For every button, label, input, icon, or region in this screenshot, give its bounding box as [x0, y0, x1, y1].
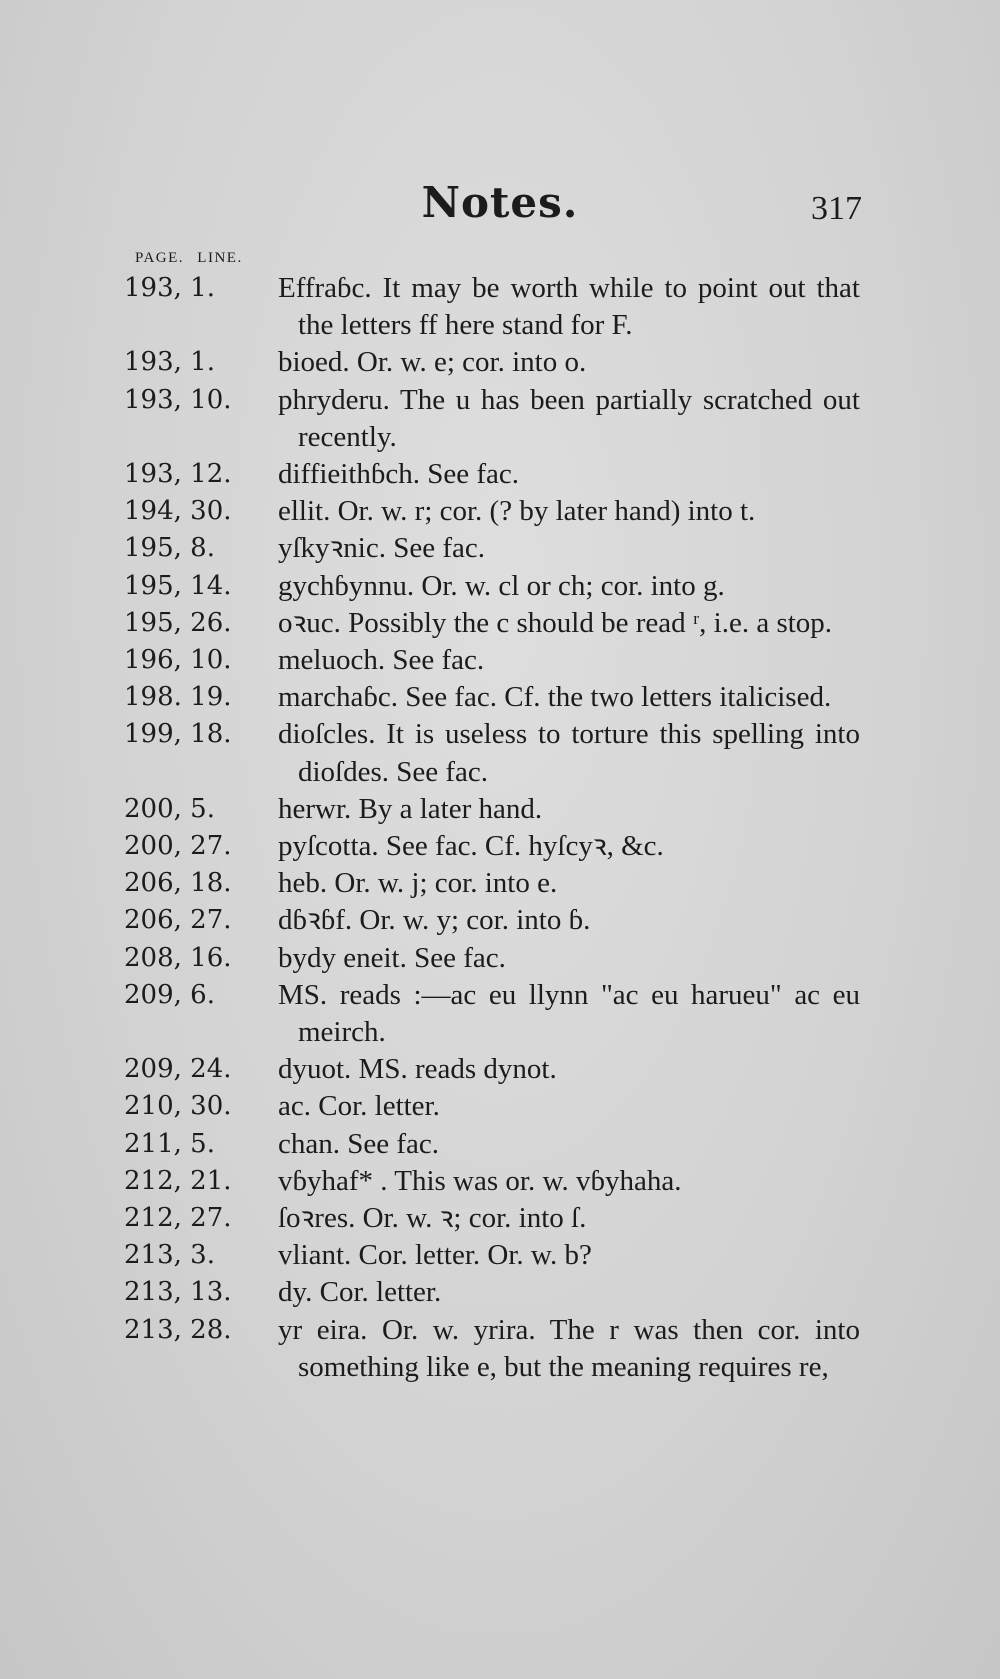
- note-text: dy. Cor. letter.: [278, 1276, 442, 1309]
- note-entry: [0, 977, 1000, 1051]
- note-text: pyſcotta. See fac. Cf. hyſcyꝛ, &c.: [278, 830, 664, 863]
- note-reference: 206, 27.: [124, 905, 232, 936]
- note-text: marchaɓc. See fac. Cf. the two letters italicised.: [278, 681, 832, 714]
- note-entry: [0, 493, 1000, 530]
- note-reference: 206, 18.: [124, 868, 232, 899]
- column-headings: [135, 250, 251, 267]
- note-entry: [0, 828, 1000, 865]
- note-entry: [0, 1274, 1000, 1311]
- note-entry: [0, 568, 1000, 605]
- note-entry: [0, 270, 1000, 344]
- note-reference: 213, 13.: [124, 1277, 232, 1308]
- note-reference: 212, 21.: [124, 1165, 232, 1196]
- note-text: vɓyhaf* . This was or. w. vɓyhaha.: [278, 1164, 682, 1197]
- note-text: yſkyꝛnic. See fac.: [278, 532, 486, 565]
- note-reference: 193, 1.: [124, 273, 215, 303]
- note-entry: [0, 1237, 1000, 1274]
- note-entry: [0, 679, 1000, 716]
- note-text: herwr. By a later hand.: [278, 792, 543, 825]
- note-reference: 195, 26.: [124, 607, 232, 638]
- note-text: ac. Cor. letter.: [278, 1090, 440, 1123]
- note-reference: 200, 27.: [124, 831, 232, 862]
- note-text: dɓꝛɓf. Or. w. y; cor. into ɓ.: [278, 904, 591, 937]
- notes-list: [0, 270, 1000, 1386]
- note-reference: 193, 12.: [124, 459, 232, 490]
- note-entry: [0, 456, 1000, 493]
- note-text: bydy eneit. See fac.: [278, 941, 506, 974]
- note-reference: 211, 5.: [124, 1128, 215, 1159]
- note-entry: [0, 642, 1000, 679]
- note-reference: 213, 28.: [124, 1314, 232, 1345]
- note-text: Effraɓc. It may be worth while to point out that the letters ff here stand for F.: [278, 272, 860, 342]
- note-text: oꝛuc. Possibly the c should be read ʳ, i.e. a stop.: [278, 606, 833, 639]
- note-reference: 200, 5.: [124, 793, 215, 824]
- running-head: [0, 178, 1000, 238]
- note-reference: 193, 10.: [124, 384, 232, 415]
- note-entry: [0, 1163, 1000, 1200]
- page-title: Notes.: [421, 178, 579, 227]
- note-reference: 196, 10.: [124, 645, 232, 676]
- note-text: phryderu. The u has been partially scratched out recently.: [278, 383, 860, 453]
- note-reference: 198. 19.: [124, 682, 232, 713]
- note-reference: 195, 14.: [124, 570, 232, 601]
- note-reference: 199, 18.: [124, 719, 232, 750]
- note-entry: [0, 791, 1000, 828]
- note-entry: [0, 902, 1000, 939]
- note-text: vliant. Cor. letter. Or. w. b?: [278, 1239, 592, 1272]
- note-text: heb. Or. w. j; cor. into e.: [278, 867, 558, 900]
- note-reference: 195, 8.: [124, 533, 215, 564]
- note-entry: [0, 865, 1000, 902]
- note-entry: [0, 1312, 1000, 1386]
- note-text: ellit. Or. w. r; cor. (? by later hand) into t.: [278, 495, 756, 528]
- note-reference: 194, 30.: [124, 496, 232, 527]
- note-entry: [0, 344, 1000, 381]
- note-entry: [0, 605, 1000, 642]
- note-text: bioed. Or. w. e; cor. into o.: [278, 346, 587, 379]
- note-reference: 209, 24.: [124, 1054, 232, 1085]
- note-entry: [0, 716, 1000, 790]
- note-reference: 213, 3.: [124, 1240, 215, 1271]
- note-text: gychɓynnu. Or. w. cl or ch; cor. into g.: [278, 569, 725, 602]
- note-entry: [0, 1088, 1000, 1125]
- note-text: dyuot. MS. reads dynot.: [278, 1053, 557, 1086]
- note-reference: 209, 6.: [124, 979, 215, 1010]
- note-text: yr eira. Or. w. yrira. The r was then cor. into something like e, but the meaning requires re,: [278, 1313, 860, 1383]
- column-heading-page: PAGE.: [135, 250, 185, 266]
- note-entry: [0, 1200, 1000, 1237]
- note-text: dioſcles. It is useless to torture this spelling into dioſdes. See fac.: [278, 718, 860, 788]
- note-entry: [0, 940, 1000, 977]
- note-entry: [0, 382, 1000, 456]
- note-reference: 208, 16.: [124, 942, 232, 973]
- note-text: meluoch. See fac.: [278, 644, 485, 677]
- note-text: ſoꝛres. Or. w. ꝛ; cor. into ſ.: [278, 1202, 587, 1235]
- note-text: MS. reads :—ac eu llynn "ac eu harueu" ac eu meirch.: [278, 978, 860, 1049]
- note-entry: [0, 1051, 1000, 1088]
- page-number: 317: [811, 190, 862, 227]
- note-reference: 193, 1.: [124, 347, 215, 378]
- note-text: diffieithɓch. See fac.: [278, 458, 520, 491]
- note-entry: [0, 530, 1000, 567]
- column-heading-line: LINE.: [197, 250, 243, 266]
- note-reference: 212, 27.: [124, 1203, 232, 1234]
- note-entry: [0, 1126, 1000, 1163]
- note-text: chan. See fac.: [278, 1127, 440, 1160]
- note-reference: 210, 30.: [124, 1091, 232, 1122]
